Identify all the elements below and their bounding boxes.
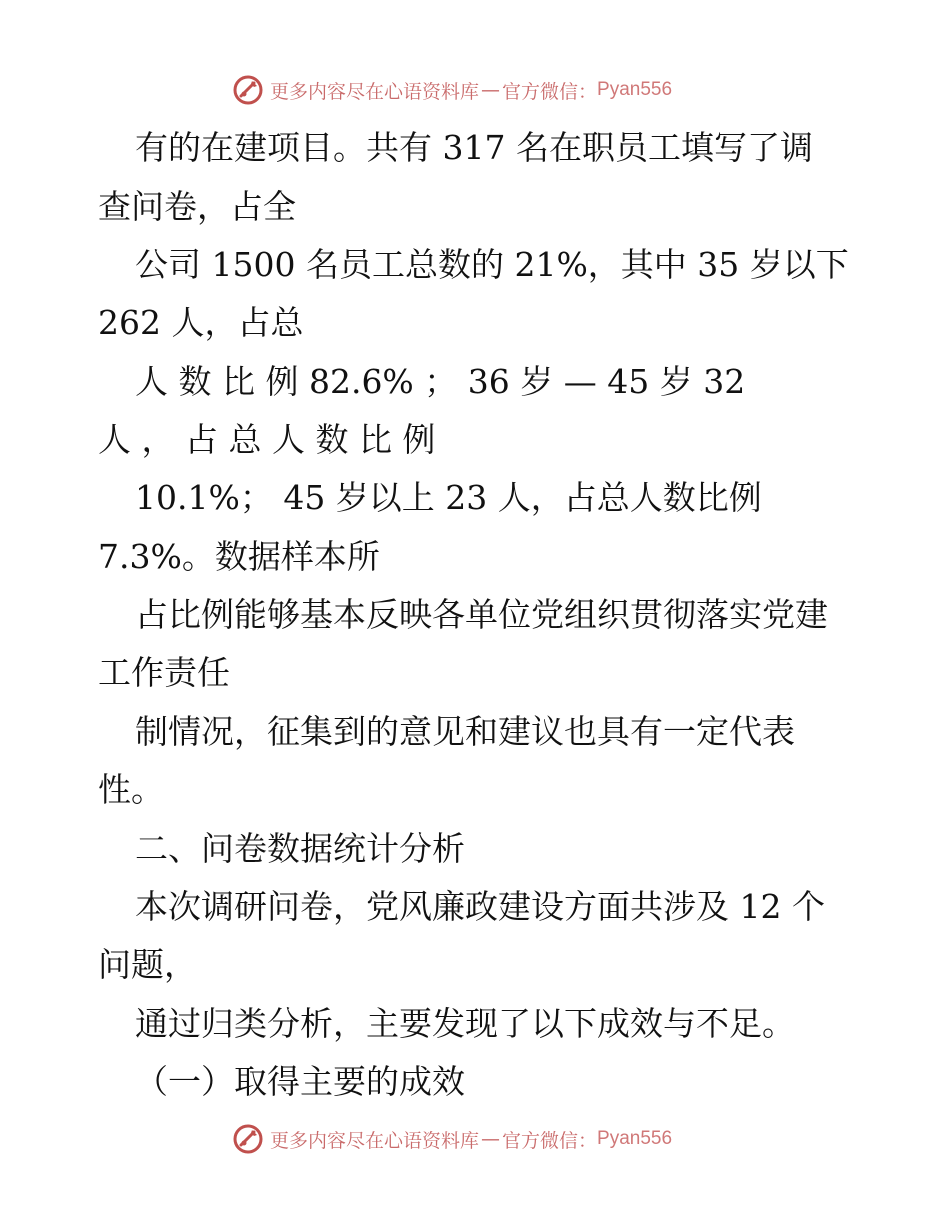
body-line: 人 ， 占 总 人 数 比 例 [98,420,436,459]
body-line: 有的在建项目。共有 317 名在职员工填写了调 [135,128,813,167]
body-line: 10.1%； 45 岁以上 23 人，占总人数比例 [135,478,762,517]
footer-watermark [232,1121,752,1157]
watermark-official: 官方微信： [502,80,598,103]
body-line: 问题， [98,945,197,984]
section-heading: 二、问卷数据统计分析 [135,829,465,868]
watermark-account: Pyan556 [597,1128,673,1149]
watermark-separator: — [481,79,501,101]
watermark-account: Pyan556 [597,79,673,100]
body-line: 通过归类分析，主要发现了以下成效与不足。 [135,1004,795,1043]
body-line: 本次调研问卷，党风廉政建设方面共涉及 12 个 [135,887,825,926]
body-line: 占比例能够基本反映各单位党组织贯彻落实党建 [135,595,828,634]
watermark-text: 更多内容尽在心语资料库 [270,1129,480,1152]
body-line: 人 数 比 例 82.6% ； 36 岁 — 45 岁 32 [135,362,746,401]
subsection-heading: （一）取得主要的成效 [135,1062,465,1101]
body-line: 公司 1500 名员工总数的 21%，其中 35 岁以下 [135,245,849,284]
brand-logo-icon [232,74,264,106]
body-line: 262 人，占总 [98,303,304,342]
body-line: 制情况，征集到的意见和建议也具有一定代表 [135,712,795,751]
body-line: 性。 [98,770,164,809]
body-line: 7.3%。数据样本所 [98,537,380,576]
body-line: 工作责任 [98,653,230,692]
brand-logo-icon [232,1123,264,1155]
watermark-text: 更多内容尽在心语资料库 [270,80,480,103]
body-line: 查问卷，占全 [98,187,296,226]
watermark-separator: — [481,1128,501,1150]
watermark-official: 官方微信： [502,1129,598,1152]
header-watermark [232,72,752,108]
